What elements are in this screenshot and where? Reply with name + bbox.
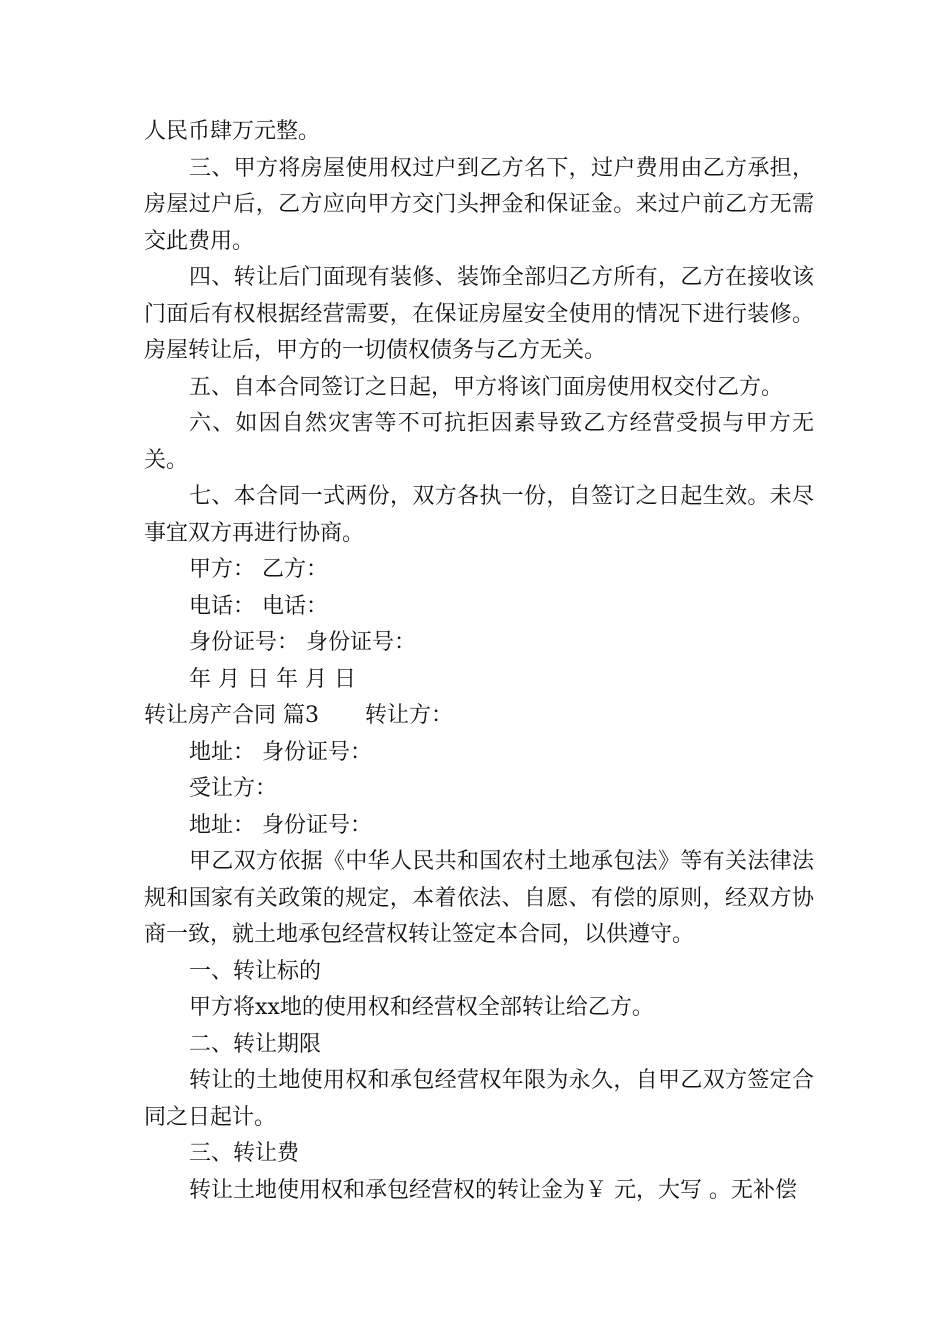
section-party-label: 转让方： (365, 703, 454, 728)
paragraph: 四、转让后门面现有装修、装饰全部归乙方所有，乙方在接收该门面后有权根据经营需要，在保证房屋安全使用的情况下进行装修。房屋转让后，甲方的一切债权债务与乙方无关。 (144, 265, 814, 363)
paragraph: 转让的土地使用权和承包经营权年限为永久，自甲乙双方签定合同之日起计。 (144, 1068, 814, 1130)
clause-heading: 三、转让费 (189, 1141, 300, 1166)
paragraph: 七、本合同一式两份，双方各执一份，自签订之日起生效。未尽事宜双方再进行协商。 (144, 484, 814, 546)
paragraph: 地址： 身份证号： (189, 812, 372, 838)
signature-line-id: 身份证号： 身份证号： (189, 630, 416, 655)
clause-heading: 二、转让期限 (189, 1031, 322, 1057)
paragraph: 人民币肆万元整。 (144, 119, 321, 144)
paragraph: 五、自本合同签订之日起，甲方将该门面房使用权交付乙方。 (189, 374, 784, 400)
signature-line-parties: 甲方： 乙方： (189, 557, 328, 582)
paragraph: 三、甲方将房屋使用权过户到乙方名下，过户费用由乙方承担，房屋过户后，乙方应向甲方交门头押金和保证金。来过户前乙方无需交此费用。 (144, 155, 814, 254)
clause-heading: 一、转让标的 (189, 958, 322, 984)
paragraph: 甲乙双方依据《中华人民共和国农村土地承包法》等有关法律法规和国家有关政策的规定，本着依法、自愿、有偿的原则，经双方协商一致，就土地承包经营权转让签定本合同，以供遵守。 (144, 849, 814, 947)
paragraph: 转让土地使用权和承包经营权的转让金为￥ 元，大写 。无补偿 (189, 1177, 797, 1203)
signature-line-phone: 电话： 电话： (189, 593, 328, 619)
section-title: 转让房产合同 篇3 (144, 703, 319, 728)
paragraph: 甲方将xx地的使用权和经营权全部转让给乙方。 (189, 995, 654, 1020)
paragraph: 地址： 身份证号： (189, 739, 372, 765)
document-body (144, 114, 814, 1209)
section-heading (144, 698, 814, 735)
paragraph: 六、如因自然灾害等不可抗拒因素导致乙方经营受损与甲方无关。 (144, 411, 814, 473)
signature-line-date: 年 月 日 年 月 日 (189, 666, 356, 692)
paragraph: 受让方： (189, 776, 278, 801)
